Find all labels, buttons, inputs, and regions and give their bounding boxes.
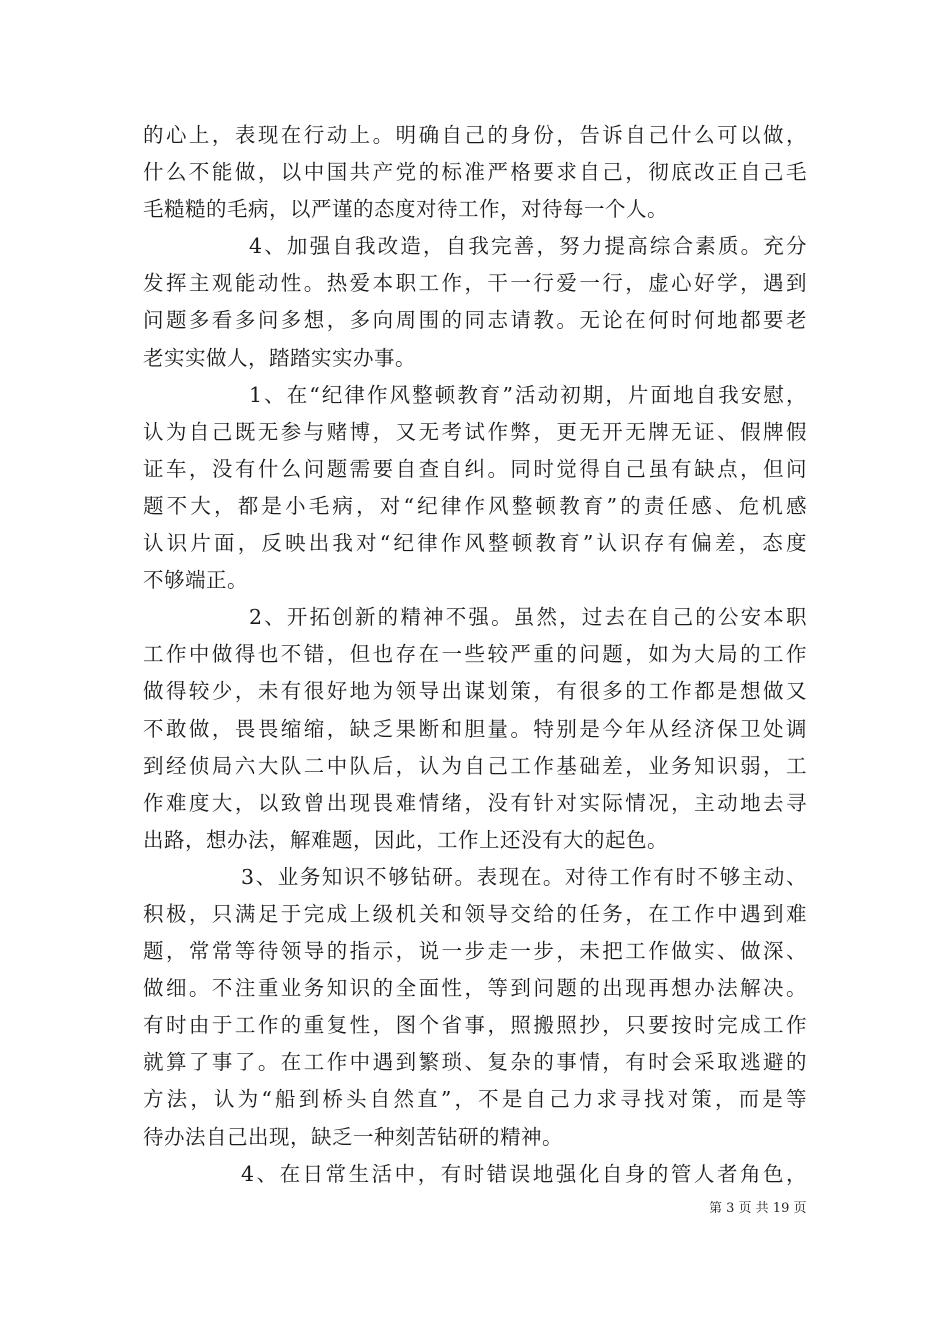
text-line: 作难度大，以致曾出现畏难情绪，没有针对实际情况，主动地去寻 [143,790,807,815]
text-line: 就算了事了。在工作中遇到繁琐、复杂的事情，有时会采取逃避的 [143,1050,807,1075]
text-line: 毛糙糙的毛病，以严谨的态度对待工作，对待每一个人。 [143,197,668,222]
text-line: 做细。不注重业务知识的全面性，等到问题的出现再想办法解决。 [143,976,807,1001]
text-line: 有时由于工作的重复性，图个省事，照搬照抄，只要按时完成工作 [143,1013,807,1038]
text-line: 积极，只满足于完成上级机关和领导交给的任务，在工作中遇到难 [143,901,807,926]
text-line: 发挥主观能动性。热爱本职工作，干一行爱一行，虚心好学，遇到 [143,271,807,296]
text-line: 4、加强自我改造，自我完善，努力提高综合素质。充分 [249,234,807,259]
text-line: 认识片面，反映出我对“纪律作风整顿教育”认识存有偏差，态度 [143,531,807,556]
text-line: 待办法自己出现，缺乏一种刻苦钻研的精神。 [143,1124,563,1149]
text-line: 认为自己既无参与赌博，又无考试作弊，更无开无牌无证、假牌假 [143,419,807,444]
text-line: 问题多看多问多想，多向周围的同志请教。无论在何时何地都要老 [143,308,807,333]
text-line: 做得较少，未有很好地为领导出谋划策，有很多的工作都是想做又 [143,679,807,704]
document-body [143,117,807,1193]
text-line: 不够端正。 [143,568,248,593]
text-line: 不敢做，畏畏缩缩，缺乏果断和胆量。特别是今年从经济保卫处调 [143,716,807,741]
text-line: 题不大，都是小毛病，对“纪律作风整顿教育”的责任感、危机感 [143,493,807,518]
text-line: 到经侦局六大队二中队后，认为自己工作基础差，业务知识弱，工 [143,753,807,778]
text-line: 4、在日常生活中，有时错误地强化自身的管人者角色， [241,1161,807,1186]
page-number-footer: 第 3 页 共 19 页 [709,1201,807,1216]
text-line: 1、在“纪律作风整顿教育”活动初期，片面地自我安慰， [249,382,807,407]
text-line: 证车，没有什么问题需要自查自纠。同时觉得自己虽有缺点，但问 [143,456,807,481]
text-line: 什么不能做，以中国共产党的标准严格要求自己，彻底改正自己毛 [143,160,807,185]
text-line: 老实实做人，踏踏实实办事。 [143,345,416,370]
text-line: 方法，认为“船到桥头自然直”，不是自己力求寻找对策，而是等 [143,1087,807,1112]
text-line: 的心上，表现在行动上。明确自己的身份，告诉自己什么可以做， [143,123,807,147]
text-line: 3、业务知识不够钻研。表现在。对待工作有时不够主动、 [241,864,807,889]
text-line: 题，常常等待领导的指示，说一步走一步，未把工作做实、做深、 [143,939,807,964]
text-line: 出路，想办法，解难题，因此，工作上还没有大的起色。 [143,827,668,852]
text-line: 2、开拓创新的精神不强。虽然，过去在自己的公安本职 [249,605,807,630]
text-line: 工作中做得也不错，但也存在一些较严重的问题，如为大局的工作 [143,642,807,667]
